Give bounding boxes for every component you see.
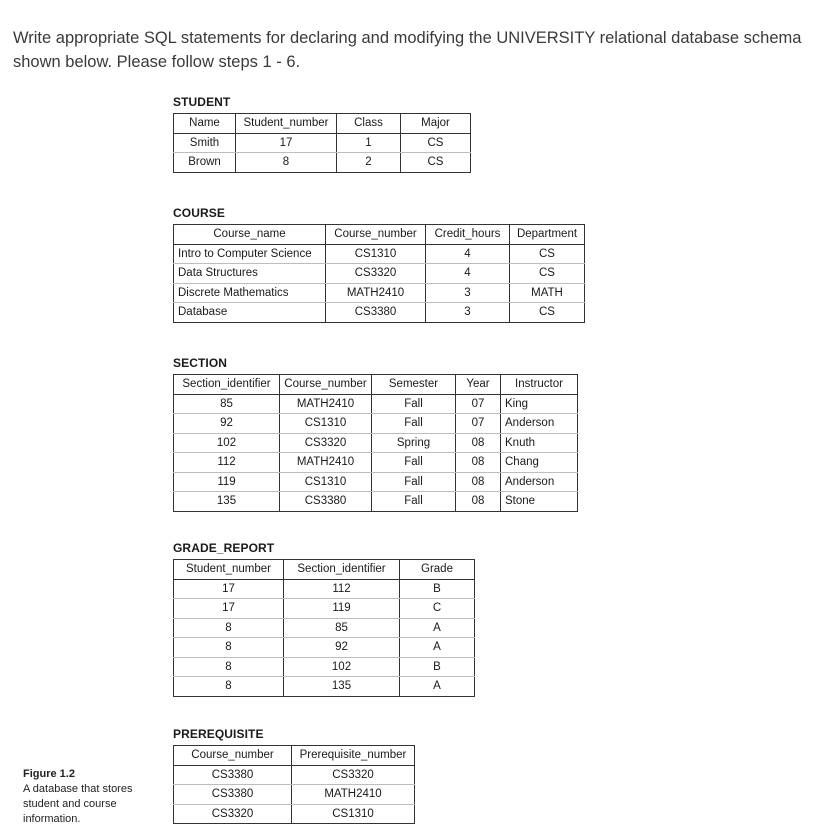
table-cell: 08 — [456, 472, 501, 492]
table-cell: Fall — [372, 394, 456, 414]
table-row — [174, 657, 475, 677]
table-row — [174, 303, 585, 323]
table-cell: 07 — [456, 394, 501, 414]
table-row — [174, 579, 475, 599]
table-cell: A — [400, 638, 475, 658]
table-row — [174, 492, 578, 512]
table-cell: 8 — [174, 657, 284, 677]
column-header: Name — [174, 114, 236, 134]
column-header: Section_identifier — [174, 375, 280, 395]
table-cell: 08 — [456, 492, 501, 512]
table-cell: 3 — [426, 303, 510, 323]
column-header: Class — [337, 114, 401, 134]
table-cell: Fall — [372, 472, 456, 492]
table-cell: Knuth — [501, 433, 578, 453]
column-header: Year — [456, 375, 501, 395]
table-row — [174, 453, 578, 473]
table-cell: MATH2410 — [280, 453, 372, 473]
table-cell: 85 — [174, 394, 280, 414]
table-cell: 2 — [337, 153, 401, 173]
column-header: Semester — [372, 375, 456, 395]
table-cell: 119 — [174, 472, 280, 492]
table-cell: Anderson — [501, 472, 578, 492]
table-cell: CS3380 — [174, 765, 292, 785]
table-cell: Brown — [174, 153, 236, 173]
section-relation — [173, 356, 578, 512]
table-cell: 8 — [236, 153, 337, 173]
table-cell: CS3320 — [292, 765, 415, 785]
table-cell: CS3320 — [174, 804, 292, 824]
table-cell: CS1310 — [326, 244, 426, 264]
table-cell: B — [400, 657, 475, 677]
table-cell: 3 — [426, 283, 510, 303]
column-header: Credit_hours — [426, 225, 510, 245]
table-cell: Stone — [501, 492, 578, 512]
grade-report-table — [173, 559, 475, 697]
table-row — [174, 153, 471, 173]
column-header: Course_number — [174, 746, 292, 766]
table-row — [174, 638, 475, 658]
table-cell: Chang — [501, 453, 578, 473]
table-row — [174, 414, 578, 434]
table-cell: 112 — [284, 579, 400, 599]
table-cell: 07 — [456, 414, 501, 434]
table-cell: 8 — [174, 618, 284, 638]
table-cell: 4 — [426, 264, 510, 284]
table-cell: CS3380 — [326, 303, 426, 323]
column-header: Student_number — [174, 560, 284, 580]
table-cell: 08 — [456, 433, 501, 453]
table-cell: Fall — [372, 414, 456, 434]
table-cell: Database — [174, 303, 326, 323]
table-cell: 4 — [426, 244, 510, 264]
table-cell: Spring — [372, 433, 456, 453]
table-row — [174, 394, 578, 414]
table-cell: MATH2410 — [292, 785, 415, 805]
table-cell: MATH — [510, 283, 585, 303]
table-row — [174, 618, 475, 638]
table-row — [174, 472, 578, 492]
table-cell: Fall — [372, 492, 456, 512]
table-cell: King — [501, 394, 578, 414]
column-header: Course_number — [326, 225, 426, 245]
table-cell: 08 — [456, 453, 501, 473]
table-cell: Data Structures — [174, 264, 326, 284]
column-header: Course_name — [174, 225, 326, 245]
table-cell: 135 — [174, 492, 280, 512]
table-cell: Fall — [372, 453, 456, 473]
table-cell: CS — [510, 303, 585, 323]
table-cell: 8 — [174, 638, 284, 658]
table-cell: A — [400, 677, 475, 697]
column-header: Department — [510, 225, 585, 245]
table-row — [174, 264, 585, 284]
table-row — [174, 765, 415, 785]
table-row — [174, 785, 415, 805]
relation-title: COURSE — [173, 206, 225, 220]
table-row — [174, 283, 585, 303]
figure-description: A database that stores student and course information. — [23, 783, 133, 825]
table-cell: 8 — [174, 677, 284, 697]
relation-title: GRADE_REPORT — [173, 541, 275, 555]
instructions-text: Write appropriate SQL statements for declaring and modifying the UNIVERSITY relational database schema shown below. Please follow steps 1 - 6. — [13, 29, 802, 71]
column-header: Student_number — [236, 114, 337, 134]
table-cell: 85 — [284, 618, 400, 638]
table-cell: 92 — [174, 414, 280, 434]
table-cell: 112 — [174, 453, 280, 473]
column-header: Course_number — [280, 375, 372, 395]
column-header: Prerequisite_number — [292, 746, 415, 766]
table-cell: 92 — [284, 638, 400, 658]
relation-title: SECTION — [173, 356, 228, 370]
column-header: Major — [401, 114, 471, 134]
table-cell: CS — [401, 133, 471, 153]
table-cell: 1 — [337, 133, 401, 153]
relation-title: STUDENT — [173, 95, 231, 109]
table-cell: 17 — [236, 133, 337, 153]
relation-title: PREREQUISITE — [173, 727, 264, 741]
student-relation — [173, 95, 471, 173]
prerequisite-table — [173, 745, 415, 824]
table-row — [174, 433, 578, 453]
figure-caption — [23, 767, 163, 827]
table-cell: CS — [401, 153, 471, 173]
course-relation — [173, 206, 585, 323]
column-header: Section_identifier — [284, 560, 400, 580]
column-header: Instructor — [501, 375, 578, 395]
course-table — [173, 224, 585, 323]
table-cell: MATH2410 — [326, 283, 426, 303]
table-row — [174, 599, 475, 619]
table-row — [174, 244, 585, 264]
table-row — [174, 677, 475, 697]
section-table — [173, 374, 578, 512]
table-cell: 17 — [174, 579, 284, 599]
table-cell: CS — [510, 244, 585, 264]
table-cell: CS — [510, 264, 585, 284]
table-cell: 119 — [284, 599, 400, 619]
grade-report-relation — [173, 541, 475, 697]
table-cell: Intro to Computer Science — [174, 244, 326, 264]
table-row — [174, 804, 415, 824]
figure-label: Figure 1.2 — [23, 768, 75, 780]
table-cell: 102 — [174, 433, 280, 453]
table-cell: A — [400, 618, 475, 638]
table-row — [174, 133, 471, 153]
table-cell: CS1310 — [280, 472, 372, 492]
table-cell: CS3380 — [280, 492, 372, 512]
table-cell: 17 — [174, 599, 284, 619]
table-cell: CS3380 — [174, 785, 292, 805]
prerequisite-relation — [173, 727, 415, 824]
table-cell: B — [400, 579, 475, 599]
table-cell: CS1310 — [280, 414, 372, 434]
column-header: Grade — [400, 560, 475, 580]
table-cell: 102 — [284, 657, 400, 677]
table-cell: CS3320 — [326, 264, 426, 284]
table-cell: Discrete Mathematics — [174, 283, 326, 303]
table-cell: Anderson — [501, 414, 578, 434]
table-cell: Smith — [174, 133, 236, 153]
table-cell: CS1310 — [292, 804, 415, 824]
table-cell: 135 — [284, 677, 400, 697]
table-cell: MATH2410 — [280, 394, 372, 414]
table-cell: C — [400, 599, 475, 619]
table-cell: CS3320 — [280, 433, 372, 453]
student-table — [173, 113, 471, 173]
